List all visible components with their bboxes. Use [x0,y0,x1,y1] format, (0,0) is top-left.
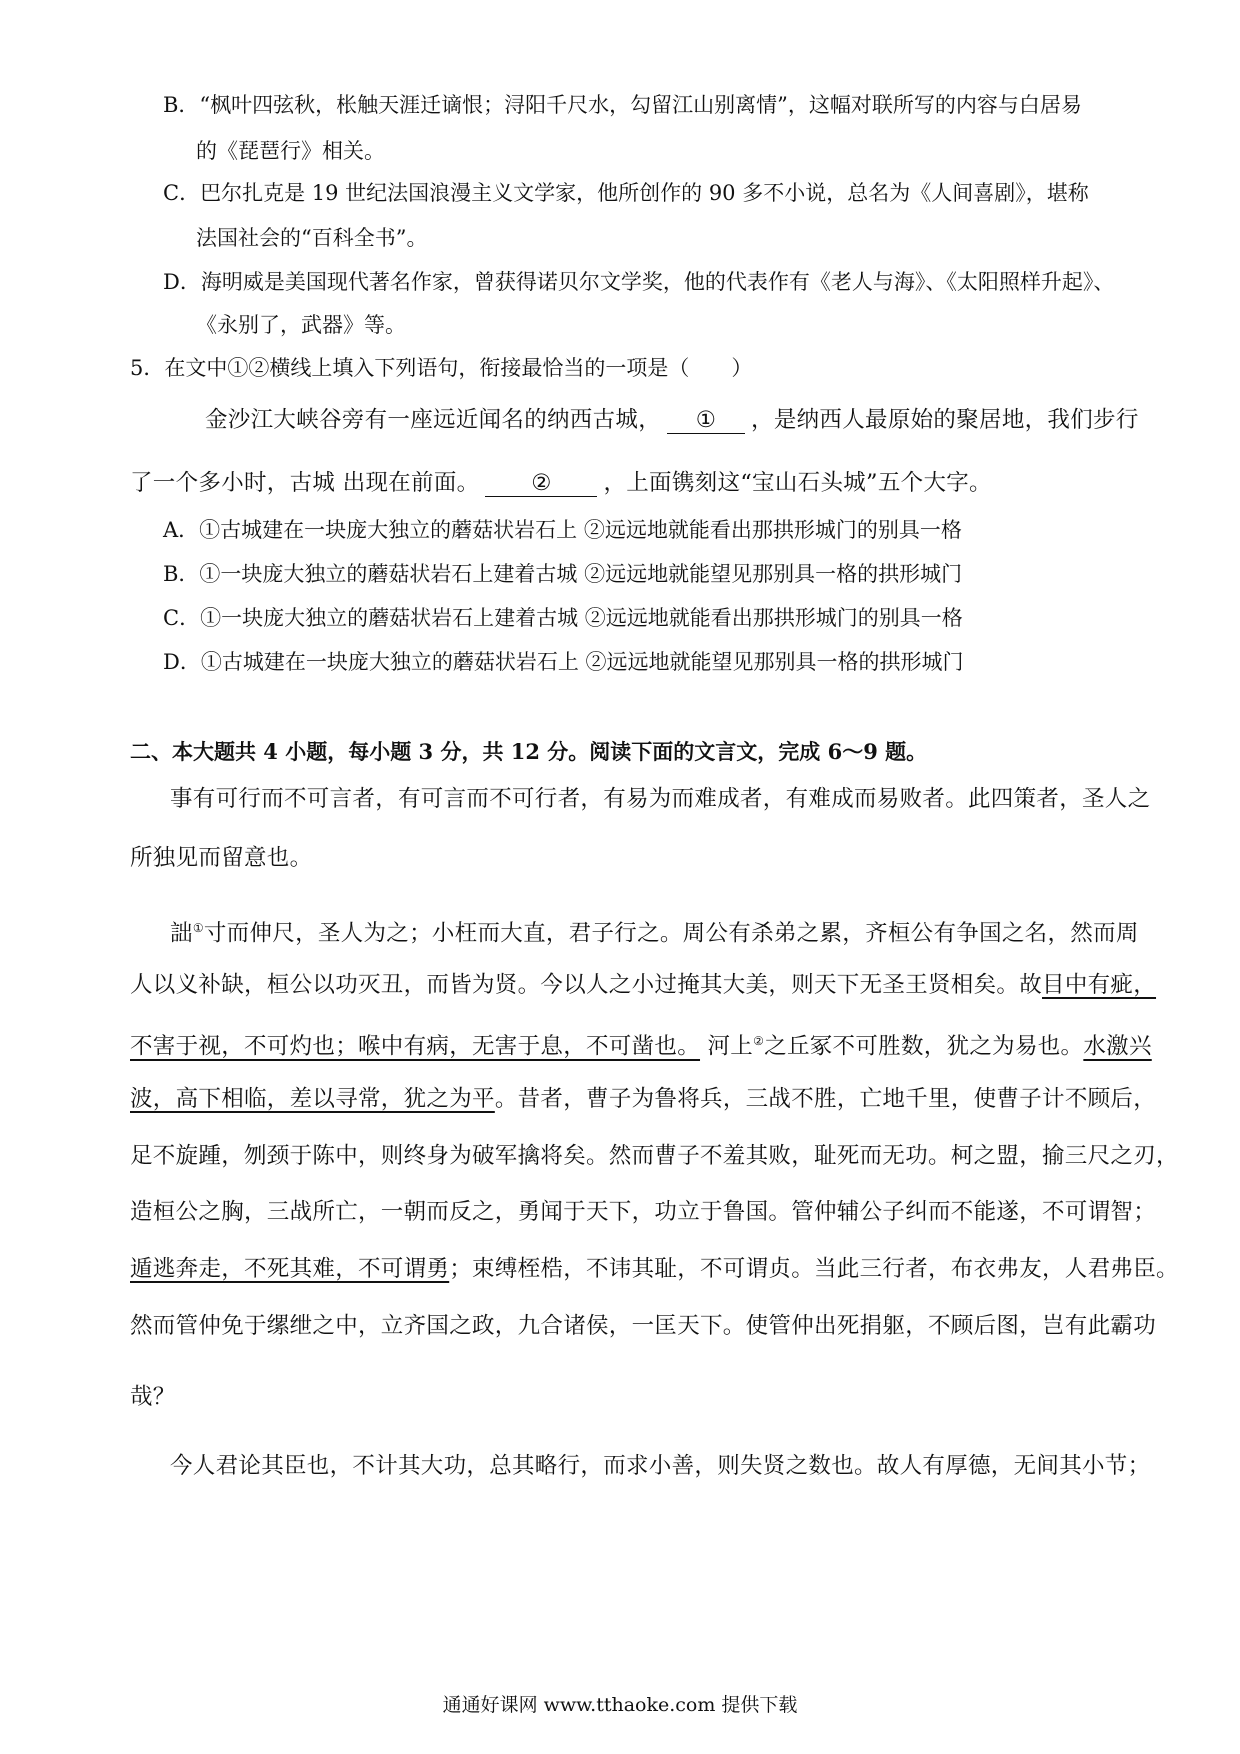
q5-option-a: A．①古城建在一块庞大独立的蘑菇状岩石上 ②远远地就能看出那拱形城门的别具一格 [163,518,962,542]
passage-para2-line1 [170,913,1139,949]
passage-para1-line1: 事有可行而不可言者，有可言而不可行者，有易为而难成者，有难成而易败者。此四策者，圣人之 [170,786,1151,812]
passage-text: 寸而伸尺，圣人为之；小枉而大直，君子行之。周公有杀弟之累，齐桓公有争国之名，然而周 [203,920,1139,947]
passage-para2-line9: 哉？ [130,1384,176,1410]
underlined-text: 波，高下相临，差以寻常，犹之为平 [130,1086,495,1112]
q5-passage-text: 了一个多小时，古城 出现在前面。 [130,470,480,496]
passage-para2-line7 [130,1254,1179,1284]
footnote-marker-2: ② [753,1034,765,1048]
q4-option-b-line2: 的《琵琶行》相关。 [196,139,385,163]
passage-text: 。昔者，曹子为鲁将兵，三战不胜，亡地千里，使曹子计不顾后， [494,1086,1157,1112]
underlined-text: 水激兴 [1083,1033,1152,1060]
q5-passage-line1 [205,405,1139,435]
underlined-text: 不害于视，不可灼也；喉中有病，无害于息，不可凿也。 [130,1033,701,1060]
footnote-marker-1: ① [192,921,204,935]
passage-para2-line3 [130,1026,1152,1062]
passage-para3-line1: 今人君论其臣也，不计其大功，总其略行，而求小善，则失贤之数也。故人有厚德，无间其小节； [170,1453,1151,1479]
passage-text: 河上 [700,1033,754,1060]
passage-para1-line2: 所独见而留意也。 [130,845,313,871]
q5-option-d: D．①古城建在一块庞大独立的蘑菇状岩石上 ②远远地就能望见那别具一格的拱形城门 [163,650,964,674]
passage-text: 之丘冢不可胜数，犹之为易也。 [764,1033,1084,1060]
passage-para2-line6: 造桓公之胸，三战所亡，一朝而反之，勇闻于天下，功立于鲁国。管仲辅公子纠而不能遂，不可谓智； [130,1199,1157,1225]
q4-option-c-line1: C．巴尔扎克是 19 世纪法国浪漫主义文学家，他所创作的 90 多不小说，总名为《人间喜剧》，堪称 [163,181,1089,205]
section-heading: 二、本大题共 4 小题，每小题 3 分，共 12 分。阅读下面的文言文，完成 6～9 题。 [130,739,928,764]
passage-para2-line2 [130,970,1156,1000]
q5-option-c: C．①一块庞大独立的蘑菇状岩石上建着古城 ②远远地就能看出那拱形城门的别具一格 [163,606,963,630]
q4-option-b-line1: B．“枫叶四弦秋，枨触天涯迁谪恨；浔阳千尺水，勾留江山别离情”，这幅对联所写的内容与白居易 [163,93,1082,117]
q5-passage-line2 [130,468,992,498]
q5-option-b: B．①一块庞大独立的蘑菇状岩石上建着古城 ②远远地就能望见那别具一格的拱形城门 [163,562,963,586]
q5-passage-text: ，上面镌刻这“宝山石头城”五个大字。 [603,470,992,496]
passage-text: ；束缚桎梏，不讳其耻，不可谓贞。当此三行者，布衣弗友，人君弗臣。 [449,1256,1179,1282]
page-footer: 通通好课网 www.tthaoke.com 提供下载 [442,1694,798,1716]
q4-option-d-line1: D．海明威是美国现代著名作家，曾获得诺贝尔文学奖，他的代表作有《老人与海》、《太阳照样升起》、 [163,270,1115,294]
passage-text: 詘 [170,920,193,947]
q5-blank-2: ② [485,470,597,497]
q4-option-d-line2: 《永别了，武器》等。 [196,313,406,337]
q5-passage-text: ，是纳西人最原始的聚居地，我们步行 [751,407,1139,433]
q4-option-c-line2: 法国社会的“百科全书”。 [196,226,428,250]
q5-stem: 5．在文中①②横线上填入下列语句，衔接最恰当的一项是（ ） [130,356,753,380]
passage-para2-line5: 足不旋踵，刎颈于陈中，则终身为破军擒将矣。然而曹子不羞其败，耻死而无功。柯之盟，揄三尺之刃， [130,1143,1179,1169]
underlined-text: 遁逃奔走，不死其难，不可谓勇 [130,1256,450,1282]
passage-para2-line4 [130,1084,1156,1114]
underlined-text: 目中有疵， [1042,972,1157,998]
q5-blank-1: ① [667,407,745,434]
passage-para2-line8: 然而管仲免于缧绁之中，立齐国之政，九合诸侯，一匡天下。使管仲出死捐躯，不顾后图，岂有此霸功 [130,1313,1157,1339]
passage-text: 人以义补缺，桓公以功灭丑，而皆为贤。今以人之小过掩其大美，则天下无圣王贤相矣。故 [130,972,1043,998]
q5-passage-text: 金沙江大峡谷旁有一座远近闻名的纳西古城， [205,407,662,433]
